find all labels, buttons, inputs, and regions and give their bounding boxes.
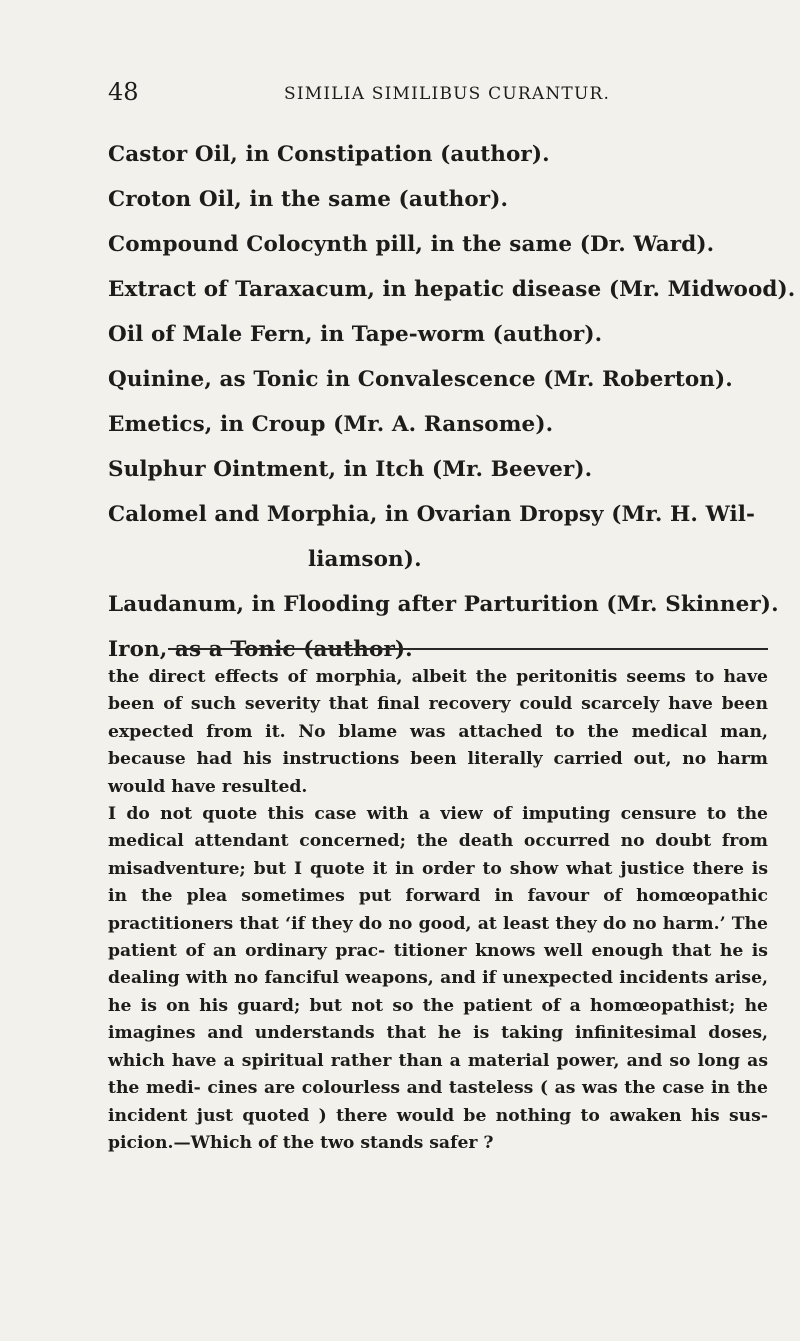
paragraph: the direct effects of morphia, albeit the peritonitis seems to have been of such severity that final recovery could scarcely have been expected from it. No blame was attached to the medical man, because had his instructions been literally carried out, no harm would have resulted.: [108, 667, 768, 797]
list-item-continuation: liamson).: [308, 547, 422, 572]
list-item: Extract of Taraxacum, in hepatic disease (Mr. Midwood).: [108, 277, 796, 302]
body-text: [108, 664, 768, 1157]
list-item: Croton Oil, in the same (author).: [108, 187, 509, 212]
list-item: Compound Colocynth pill, in the same (Dr. Ward).: [108, 232, 715, 257]
list-item: Calomel and Morphia, in Ovarian Dropsy (Mr. H. Wil-: [108, 502, 756, 527]
paragraph: I do not quote this case with a view of imputing censure to the medical attendant concerned; the death occurred no doubt from misadventure; but I quote it in order to show what justice there is in the plea sometimes put forward in favour of homœopathic practitioners that ‘if they do no good, at least they do no harm.’ The patient of an ordinary prac- titioner knows well enough that he is dealing with no fanciful weapons, and if unexpected incidents arise, he is on his guard; but not so the patient of a homœopathist; he imagines and understands that he is taking infinitesimal doses, which have a spiritual rather than a material power, and so long as the medi- cines are colourless and tasteless ( as was the case in the incident just quoted ) there would be nothing to awaken his sus- picion.—Which of the two stands safer ?: [108, 804, 768, 1153]
list-item: Laudanum, in Flooding after Parturition (Mr. Skinner).: [108, 592, 779, 617]
list-item: Sulphur Ointment, in Itch (Mr. Beever).: [108, 457, 593, 482]
list-item: Iron, as a Tonic (author).: [108, 637, 413, 662]
remedy-list: [108, 132, 796, 672]
section-divider: [168, 648, 768, 650]
page-number: 48: [108, 78, 139, 106]
list-item: Emetics, in Croup (Mr. A. Ransome).: [108, 412, 554, 437]
list-item: Quinine, as Tonic in Convalescence (Mr. Roberton).: [108, 367, 733, 392]
running-head: SIMILIA SIMILIBUS CURANTUR.: [284, 84, 611, 104]
list-item: Castor Oil, in Constipation (author).: [108, 142, 550, 167]
list-item: Oil of Male Fern, in Tape-worm (author).: [108, 322, 603, 347]
page-header: [108, 78, 768, 110]
